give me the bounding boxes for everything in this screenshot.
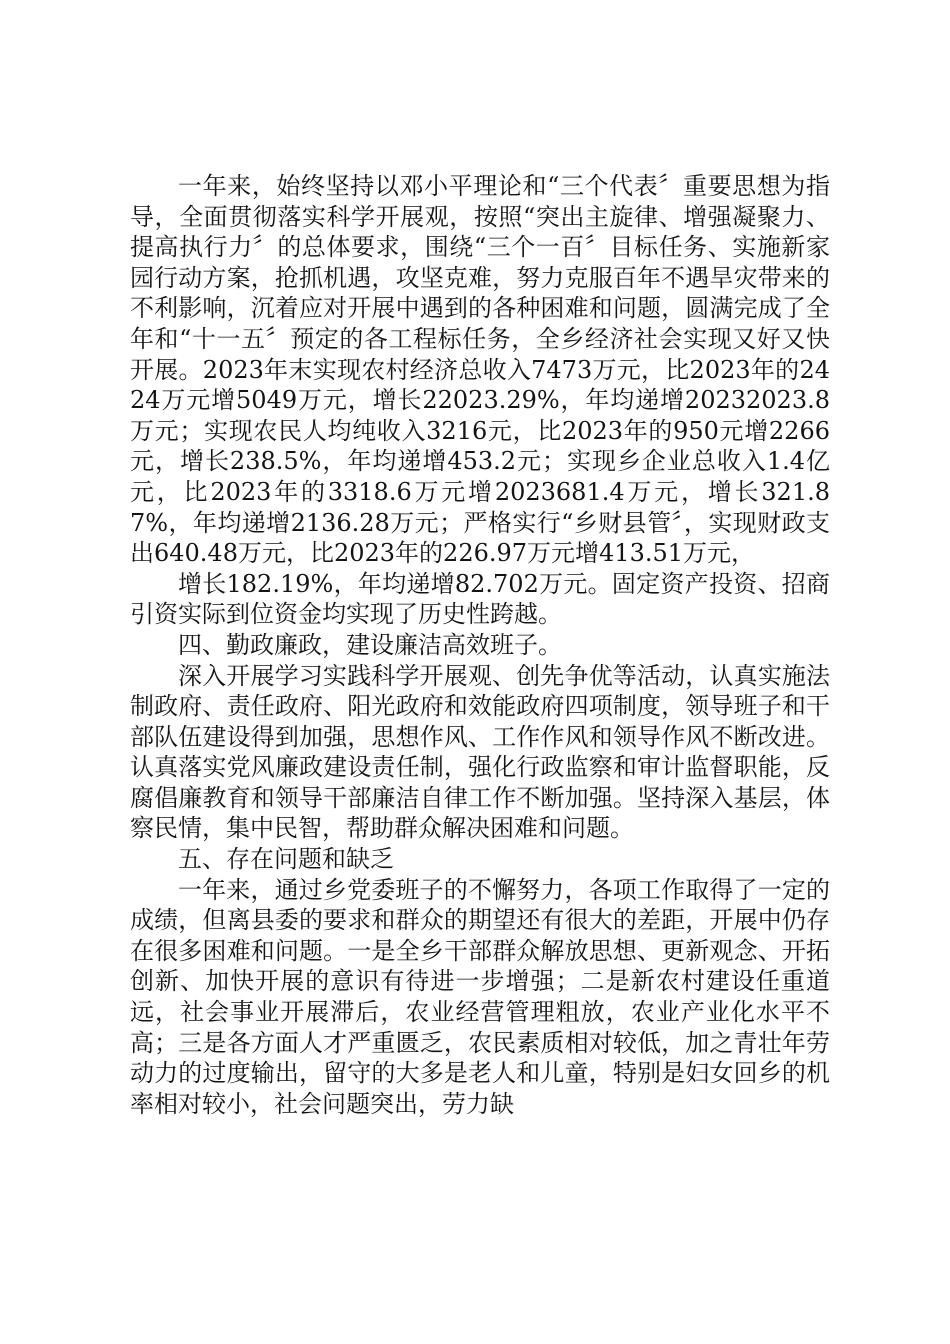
paragraph-problems: 一年来，通过乡党委班子的不懈努力，各项工作取得了一定的成绩，但离县委的要求和群众的期望还有很大的差距，开展中仍存在很多困难和问题。一是全乡干部群众解放思想、更新观念、开拓创新、加快开展的意识有待进一步增强；二是新农村建设任重道远，社会事业开展滞后，农业经营管理粗放，农业产业化水平不高；三是各方面人才严重匮乏，农民素质相对较低，加之青壮年劳动力的过度输出，留守的大多是老人和儿童，特别是妇女回乡的机率相对较小，社会问题突出，劳力缺 bbox=[130, 875, 830, 1118]
section-heading-integrity: 四、勤政廉政，建设廉洁高效班子。 bbox=[178, 630, 562, 659]
paragraph-integrity: 深入开展学习实践科学开展观、创先争优等活动，认真实施法制政府、责任政府、阳光政府和效能政府四项制度，领导班子和干部队伍建设得到加强，思想作风、工作作风和领导作风不断改进。认真落实党风廉政建设责任制，强化行政监察和审计监督职能，反腐倡廉教育和领导干部廉洁自律工作不断加强。坚持深入基层，体察民情，集中民智，帮助群众解决困难和问题。 bbox=[130, 661, 830, 843]
paragraph-economic-summary: 一年来，始终坚持以邓小平理论和“三个代表〞重要思想为指导，全面贯彻落实科学开展观，按照“突出主旋律、增强凝聚力、提高执行力〞的总体要求，围绕“三个一百〞目标任务、实施新家园行动方案，抢抓机遇，攻坚克难，努力克服百年不遇旱灾带来的不利影响，沉着应对开展中遇到的各种困难和问题，圆满完成了全年和“十一五〞预定的各工程标任务，全乡经济社会实现又好又快开展。2023年末实现农村经济总收入7473万元，比2023年的2424万元增5049万元，增长22023.29%，年均递增20232023.8万元；实现农民人均纯收入3216元，比2023年的950元增2266元，增长238.5%，年均递增453.2元；实现乡企业总收入1.4亿元，比2023年的3318.6万元增2023681.4万元，增长321.87%，年均递增2136.28万元；严格实行“乡财县管〞，实现财政支出640.48万元，比2023年的226.97万元增413.51万元， bbox=[130, 172, 830, 568]
paragraph-growth-continued: 增长182.19%，年均递增82.702万元。固定资产投资、招商引资实际到位资金均实现了历史性跨越。 bbox=[130, 569, 830, 629]
document-body bbox=[130, 171, 830, 1119]
section-heading-problems: 五、存在问题和缺乏 bbox=[178, 845, 394, 874]
